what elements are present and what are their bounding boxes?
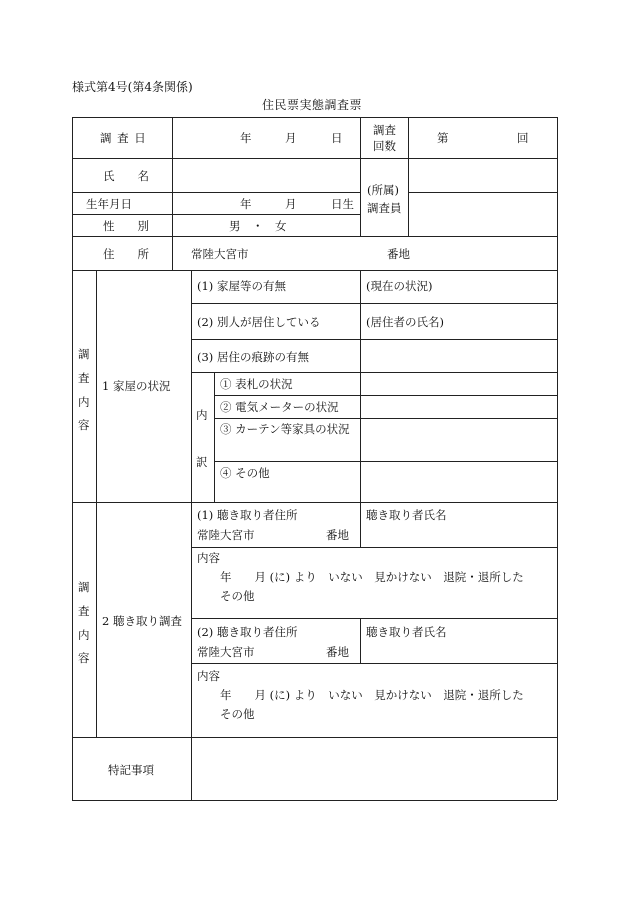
survey-date-label: 調 査 日: [100, 131, 147, 145]
hearing-name-label: 聴き取り者氏名: [366, 508, 447, 522]
survey-date-month: 月: [285, 131, 297, 145]
hearing-content-line-2: その他: [220, 589, 255, 603]
hearing-banchi: 番地: [326, 528, 349, 542]
hearing-content-label: 内容: [197, 551, 220, 565]
section-char: 調: [78, 580, 90, 594]
survey-count-label-2: 回数: [373, 139, 396, 153]
house-item-3: (3) 居住の痕跡の有無: [197, 350, 309, 364]
breakdown-label-2: 訳: [196, 455, 208, 469]
birthdate-label: 生年月日: [86, 197, 132, 211]
hearing-content-line-2: その他: [220, 707, 255, 721]
section-char: 容: [78, 651, 90, 665]
hearing-content-label: 内容: [197, 669, 220, 683]
hearing-address-label: (1) 聴き取り者住所: [197, 508, 298, 522]
gender-options: 男 ・ 女: [229, 219, 287, 233]
house-item-2: (2) 別人が居住している: [197, 315, 321, 329]
section-char: 内: [78, 628, 90, 642]
birth-year: 年: [240, 197, 252, 211]
hearing-city: 常陸大宮市: [197, 528, 255, 542]
survey-date-day: 日: [331, 131, 343, 145]
hearing-content-line-1: 年 月 (に) より いない 見かけない 退院・退所した: [220, 570, 524, 584]
special-notes-label: 特記事項: [108, 763, 154, 777]
gender-label: 性 別: [103, 219, 149, 233]
house-item-2-note: (居住者の氏名): [366, 315, 444, 329]
address-city: 常陸大宮市: [191, 247, 249, 261]
birth-month: 月: [285, 197, 297, 211]
affiliation-label: (所属): [367, 183, 399, 197]
sub-item-nameplate: ① 表札の状況: [220, 377, 293, 391]
address-banchi: 番地: [387, 247, 410, 261]
hearing-city: 常陸大宮市: [197, 645, 255, 659]
survey-count-label: 調査: [373, 123, 396, 137]
form-title: 住民票実態調査票: [262, 98, 363, 112]
section-char: 内: [78, 395, 90, 409]
house-status-title: 1 家屋の状況: [102, 379, 171, 393]
house-item-1-note: (現在の状況): [366, 279, 433, 293]
sub-item-other: ④ その他: [220, 466, 270, 480]
survey-date-year: 年: [240, 131, 252, 145]
hearing-banchi: 番地: [326, 645, 349, 659]
hearing-survey-title: 2 聴き取り調査: [102, 614, 182, 628]
address-label: 住 所: [103, 247, 149, 261]
section-char: 調: [78, 347, 90, 361]
hearing-content-line-1: 年 月 (に) より いない 見かけない 退院・退所した: [220, 688, 524, 702]
hearing-address-label: (2) 聴き取り者住所: [197, 625, 298, 639]
section-char: 査: [78, 604, 90, 618]
form-number-label: 様式第4号(第4条関係): [72, 80, 193, 94]
section-char: 容: [78, 418, 90, 432]
birth-day: 日生: [331, 197, 354, 211]
hearing-name-label: 聴き取り者氏名: [366, 625, 447, 639]
sub-item-curtain: ③ カーテン等家具の状況: [220, 422, 350, 436]
breakdown-label-1: 内: [196, 408, 208, 422]
name-label: 氏 名: [103, 169, 149, 183]
survey-count-suffix: 回: [517, 131, 529, 145]
investigator-label: 調査員: [367, 201, 402, 215]
section-char: 査: [78, 371, 90, 385]
sub-item-meter: ② 電気メーターの状況: [220, 400, 339, 414]
survey-count-prefix: 第: [437, 131, 449, 145]
house-item-1: (1) 家屋等の有無: [197, 279, 286, 293]
